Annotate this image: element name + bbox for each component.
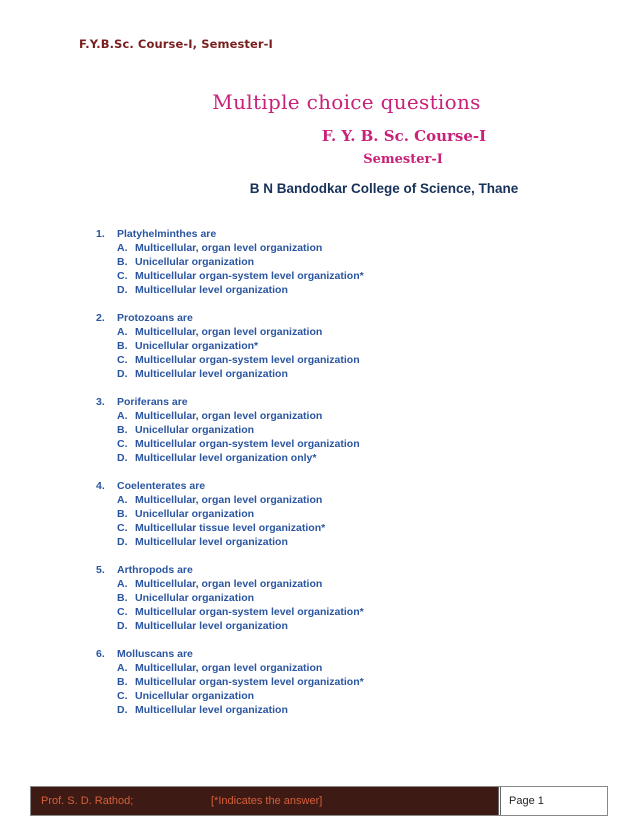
question-number: 6. xyxy=(96,648,105,660)
option-text: Multicellular organ-system level organization xyxy=(135,438,360,450)
question-number: 1. xyxy=(96,228,105,240)
option-letter: D. xyxy=(117,620,128,632)
option-b xyxy=(96,423,556,437)
option-a xyxy=(96,577,556,591)
question-text: Platyhelminthes are xyxy=(117,228,217,240)
question-3 xyxy=(96,395,556,465)
option-letter: A. xyxy=(117,578,128,590)
semester-label: Semester-I xyxy=(363,152,443,167)
option-text: Unicellular organization xyxy=(135,592,255,604)
option-letter: B. xyxy=(117,676,128,688)
option-a xyxy=(96,409,556,423)
question-text: Coelenterates are xyxy=(117,480,206,492)
option-text: Multicellular tissue level organization* xyxy=(135,522,326,534)
option-text: Multicellular level organization xyxy=(135,368,288,380)
option-c xyxy=(96,353,556,367)
option-a xyxy=(96,241,556,255)
option-letter: C. xyxy=(117,522,128,534)
question-6 xyxy=(96,647,556,717)
option-letter: A. xyxy=(117,242,128,254)
option-letter: B. xyxy=(117,340,128,352)
option-d xyxy=(96,367,556,381)
option-c xyxy=(96,437,556,451)
option-text: Unicellular organization xyxy=(135,690,255,702)
question-list xyxy=(96,227,556,731)
option-letter: B. xyxy=(117,424,128,436)
option-text: Multicellular level organization only* xyxy=(135,452,317,464)
page-footer xyxy=(30,786,608,816)
option-text: Multicellular organ-system level organization* xyxy=(135,270,364,282)
option-b xyxy=(96,255,556,269)
question-stem xyxy=(96,395,556,409)
option-text: Multicellular level organization xyxy=(135,284,288,296)
footer-info xyxy=(31,787,498,815)
option-text: Multicellular organ-system level organization* xyxy=(135,676,364,688)
question-text: Protozoans are xyxy=(117,312,193,324)
page-number: Page 1 xyxy=(498,787,607,815)
document-title: Multiple choice questions xyxy=(212,90,481,114)
option-letter: A. xyxy=(117,662,128,674)
option-a xyxy=(96,325,556,339)
option-c xyxy=(96,605,556,619)
question-2 xyxy=(96,311,556,381)
question-number: 2. xyxy=(96,312,105,324)
footer-author: Prof. S. D. Rathod; xyxy=(41,795,134,807)
question-number: 4. xyxy=(96,480,105,492)
option-d xyxy=(96,535,556,549)
question-text: Arthropods are xyxy=(117,564,193,576)
question-4 xyxy=(96,479,556,549)
option-text: Multicellular level organization xyxy=(135,536,288,548)
option-letter: B. xyxy=(117,592,128,604)
question-stem xyxy=(96,647,556,661)
college-name: B N Bandodkar College of Science, Thane xyxy=(249,181,519,196)
option-text: Multicellular organ-system level organization* xyxy=(135,606,364,618)
option-text: Multicellular, organ level organization xyxy=(135,662,323,674)
footer-answer-note: [*Indicates the answer] xyxy=(211,795,323,807)
option-letter: C. xyxy=(117,270,128,282)
question-text: Poriferans are xyxy=(117,396,188,408)
option-d xyxy=(96,451,556,465)
option-b xyxy=(96,675,556,689)
question-text: Molluscans are xyxy=(117,648,193,660)
option-text: Multicellular, organ level organization xyxy=(135,578,323,590)
option-text: Unicellular organization xyxy=(135,424,255,436)
option-text: Unicellular organization xyxy=(135,508,255,520)
option-letter: C. xyxy=(117,690,128,702)
option-letter: A. xyxy=(117,326,128,338)
option-text: Unicellular organization* xyxy=(135,340,259,352)
running-header: F.Y.B.Sc. Course-I, Semester-I xyxy=(79,37,273,51)
option-letter: C. xyxy=(117,354,128,366)
option-letter: D. xyxy=(117,536,128,548)
option-text: Unicellular organization xyxy=(135,256,255,268)
question-number: 3. xyxy=(96,396,105,408)
option-c xyxy=(96,269,556,283)
question-5 xyxy=(96,563,556,633)
option-letter: A. xyxy=(117,494,128,506)
option-letter: D. xyxy=(117,284,128,296)
document-subtitle: F. Y. B. Sc. Course-I xyxy=(321,127,487,145)
option-c xyxy=(96,689,556,703)
option-text: Multicellular, organ level organization xyxy=(135,242,323,254)
option-letter: C. xyxy=(117,606,128,618)
option-d xyxy=(96,283,556,297)
option-d xyxy=(96,619,556,633)
option-b xyxy=(96,591,556,605)
option-c xyxy=(96,521,556,535)
option-text: Multicellular, organ level organization xyxy=(135,494,323,506)
option-text: Multicellular, organ level organization xyxy=(135,410,323,422)
option-text: Multicellular level organization xyxy=(135,620,288,632)
question-1 xyxy=(96,227,556,297)
question-stem xyxy=(96,227,556,241)
option-text: Multicellular, organ level organization xyxy=(135,326,323,338)
question-stem xyxy=(96,479,556,493)
option-a xyxy=(96,493,556,507)
question-stem xyxy=(96,563,556,577)
option-a xyxy=(96,661,556,675)
question-number: 5. xyxy=(96,564,105,576)
question-stem xyxy=(96,311,556,325)
option-text: Multicellular organ-system level organization xyxy=(135,354,360,366)
option-b xyxy=(96,507,556,521)
option-letter: B. xyxy=(117,508,128,520)
option-letter: D. xyxy=(117,452,128,464)
option-letter: B. xyxy=(117,256,128,268)
option-text: Multicellular level organization xyxy=(135,704,288,716)
option-letter: D. xyxy=(117,704,128,716)
option-letter: C. xyxy=(117,438,128,450)
option-letter: A. xyxy=(117,410,128,422)
option-b xyxy=(96,339,556,353)
option-d xyxy=(96,703,556,717)
option-letter: D. xyxy=(117,368,128,380)
